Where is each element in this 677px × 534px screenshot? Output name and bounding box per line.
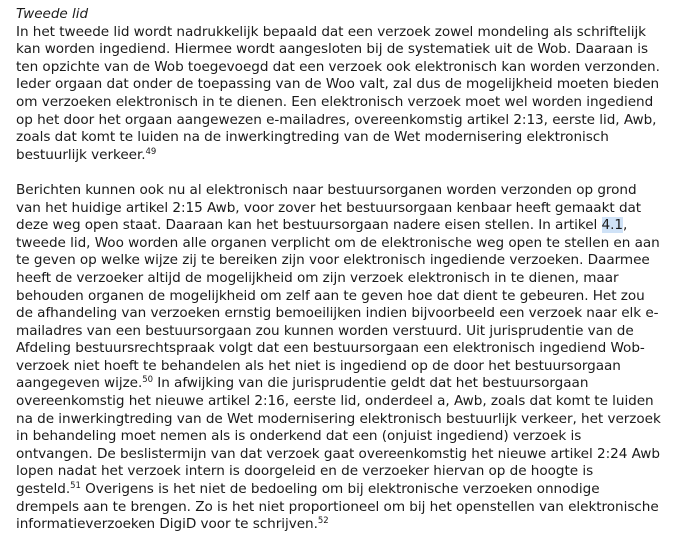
paragraph-spacer <box>16 164 661 182</box>
section-heading: Tweede lid <box>16 6 89 22</box>
footnote-ref-52[interactable]: 52 <box>317 516 329 527</box>
highlighted-article-number[interactable]: 4.1 <box>601 217 624 234</box>
footnote-ref-50[interactable]: 50 <box>142 375 153 386</box>
footnote-ref-51[interactable]: 51 <box>70 481 81 492</box>
paragraph-2 <box>16 182 661 534</box>
paragraph-1 <box>16 24 661 165</box>
footnote-ref-49[interactable]: 49 <box>145 146 157 157</box>
paragraph-2-text-part-3: In afwijking van die jurisprudentie geldt dat het bestuursorgaan overeenkomstig het nieuwe artikel 2:16, eerste lid, onderdeel a, Awb, zoals dat komt te luiden na de inwerkingtreding van de Wet modernisering elektronisch bestuurlijk verkeer, het verzoek in behandeling moet nemen als is onderkend dat een (onjuist ingediend) verzoek is ontvangen. De beslistermijn van dat verzoek gaat overeenkomstig het nieuwe artikel 2:24 Awb lopen nadat het verzoek intern is doorgeleid en de verzoeker hiervan op de hoogte is gesteld. <box>16 375 661 498</box>
paragraph-2-text-part-1: Berichten kunnen ook nu al elektronisch naar bestuursorganen worden verzonden op grond van het huidige artikel 2:15 Awb, voor zover het bestuursorgaan kenbaar heeft gemaakt dat deze weg open staat. Daaraan kan het bestuursorgaan nadere eisen stellen. In artikel <box>16 181 642 234</box>
paragraph-1-text: In het tweede lid wordt nadrukkelijk bepaald dat een verzoek zowel mondeling als schriftelijk kan worden ingediend. Hiermee wordt aangesloten bij de systematiek uit de Wob. Daaraan is ten opzichte van de Wob toegevoegd dat een verzoek ook elektronisch kan worden verzonden. Ieder orgaan dat onder de toepassing van de Woo valt, zal dus de mogelijkheid moeten bieden om verzoeken elektronisch in te dienen. Een elektronisch verzoek moet wel worden ingediend op het door het orgaan aangewezen e-mailadres, overeenkomstig artikel 2:13, eerste lid, Awb, zoals dat komt te luiden na de inwerkingtreding van de Wet modernisering elektronisch bestuurlijk verkeer. <box>16 23 660 163</box>
paragraph-2-text-part-4: Overigens is het niet de bedoeling om bij elektronische verzoeken onnodige drempels aan te brengen. Zo is het niet proportioneel om bij het openstellen van elektronische informatieverzoeken DigiD voor te schrijven. <box>16 481 659 533</box>
paragraph-2-text-part-2: , tweede lid, Woo worden alle organen verplicht om de elektronische weg open te stellen en aan te geven op welke wijze zij te bereiken zijn voor elektronisch ingediende verzoeken. Daarmee heeft de verzoeker altijd de mogelijkheid om zijn verzoek elektronisch in te dienen, maar behouden organen de mogelijkheid om zelf aan te geven hoe dat dient te gebeuren. Het zou de afhandeling van verzoeken ernstig bemoeilijken indien bijvoorbeeld een verzoek naar elk e-mailadres van een bestuursorgaan zou kunnen worden verstuurd. Uit jurisprudentie van de Afdeling bestuursrechtspraak volgt dat een bestuursorgaan een elektronisch ingediend Wob-verzoek niet hoeft te behandelen als het niet is ingediend op de door het bestuursorgaan aangegeven wijze. <box>16 217 660 392</box>
